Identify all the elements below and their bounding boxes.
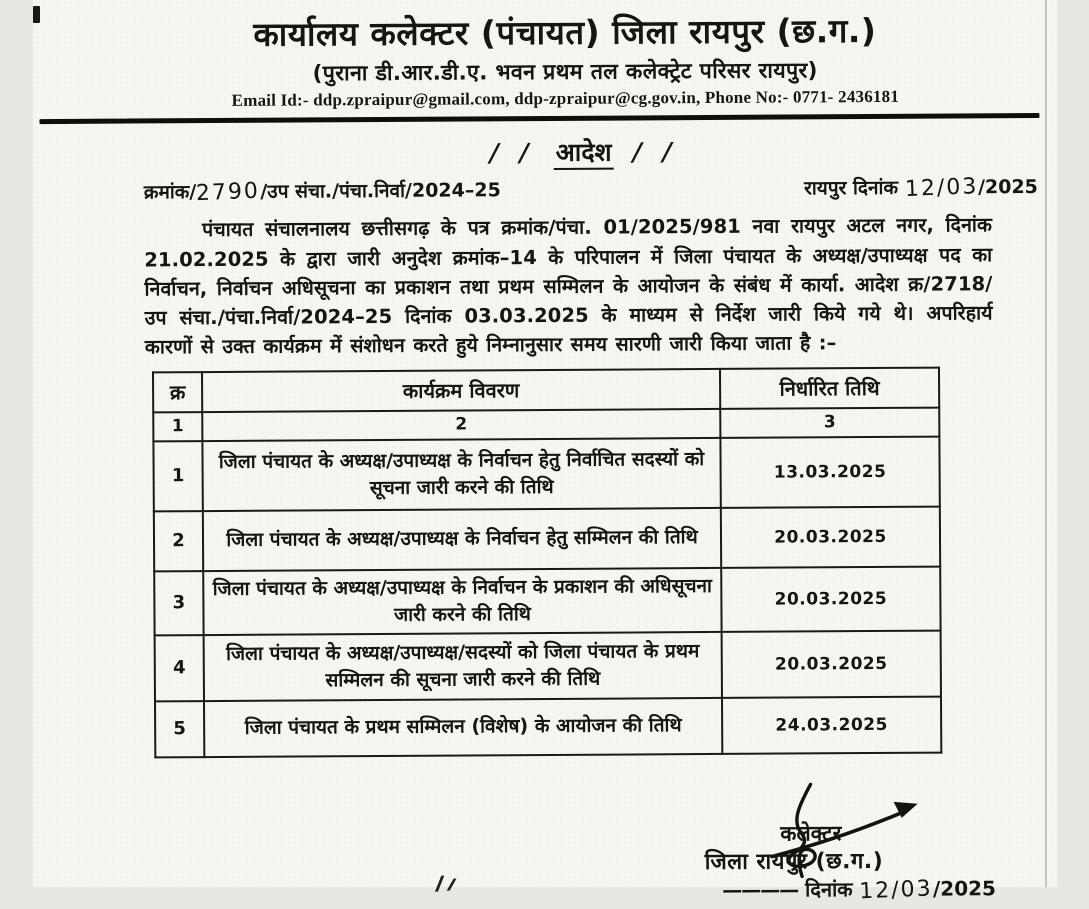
row-serial: 4 <box>154 635 203 701</box>
letterhead <box>52 0 1077 112</box>
header-date: निर्धारित तिथि <box>719 367 938 408</box>
row-date: 20.03.2025 <box>721 566 940 631</box>
table-header-row <box>152 367 938 412</box>
table-row <box>153 436 939 511</box>
row-description: जिला पंचायत के अध्यक्ष/उपाध्यक्ष के निर्वाचन के प्रकाशन की अधिसूचना जारी करने की तिथि <box>203 568 721 635</box>
order-date <box>803 173 1038 203</box>
column-number: 2 <box>202 409 720 441</box>
office-contact: Email Id:- ddp.zpraipur@gmail.com, ddp-zpraipur@cg.gov.in, Phone No:- 0771- 2436181 <box>231 87 899 111</box>
header-divider <box>39 113 1039 124</box>
scanned-order-document <box>33 0 1057 905</box>
signatory-office: जिला रायपुर (छ.ग.) <box>704 848 883 876</box>
row-serial: 2 <box>153 511 202 571</box>
row-date: 13.03.2025 <box>720 436 939 507</box>
office-address: (पुराना डी.आर.डी.ए. भवन प्रथम तल कलेक्ट्रेट परिसर रायपुर) <box>312 58 818 87</box>
order-slash-right: / / <box>628 137 680 167</box>
order-date-handwritten: 12/03 <box>903 174 979 203</box>
table-row <box>153 506 939 571</box>
cutoff-date-label: दिनांक <box>797 877 860 902</box>
table-row <box>154 630 940 701</box>
document-content <box>30 0 1059 905</box>
row-description: जिला पंचायत के अध्यक्ष/उपाध्यक्ष/सदस्यों को जिला पंचायत के प्रथम सम्मिलन की सूचना जारी करने की तिथि <box>203 632 721 701</box>
row-description: जिला पंचायत के अध्यक्ष/उपाध्यक्ष के निर्वाचन हेतु निर्वाचित सदस्यों को सूचना जारी करने की तिथि <box>202 438 720 511</box>
header-serial: क्र <box>152 372 201 412</box>
order-date-prefix: रायपुर दिनांक <box>803 177 905 200</box>
column-number: 3 <box>720 407 939 437</box>
row-date: 20.03.2025 <box>721 630 940 697</box>
schedule-table <box>151 366 941 758</box>
signatory-designation: कलेक्टर <box>779 821 841 846</box>
order-heading <box>71 132 1089 172</box>
row-serial: 5 <box>154 701 203 757</box>
order-number-prefix: क्रमांक/ <box>143 181 196 204</box>
row-description: जिला पंचायत के प्रथम सम्मिलन (विशेष) के आयोजन की तिथि <box>203 698 721 757</box>
order-word: आदेश <box>553 138 613 170</box>
cutoff-stroke-mark <box>446 879 455 891</box>
cutoff-stroke-mark <box>434 876 443 892</box>
cutoff-date-handwritten: 12/03 <box>858 876 933 905</box>
order-slash-left: / / <box>486 138 538 168</box>
order-number-handwritten: 2790 <box>195 178 261 207</box>
office-title: कार्यालय कलेक्टर (पंचायत) जिला रायपुर (छ.ग.) <box>252 10 877 54</box>
cutoff-dashes: ———— <box>721 877 798 902</box>
order-date-suffix: /2025 <box>977 176 1038 199</box>
cutoff-bottom-date-line <box>722 874 996 903</box>
table-row <box>154 696 940 757</box>
column-number: 1 <box>153 412 202 441</box>
row-description: जिला पंचायत के अध्यक्ष/उपाध्यक्ष के निर्वाचन हेतु सम्मिलन की तिथि <box>202 508 720 571</box>
order-number <box>143 177 500 205</box>
table-row <box>154 566 940 635</box>
row-serial: 3 <box>154 571 203 635</box>
row-date: 20.03.2025 <box>720 506 939 567</box>
row-date: 24.03.2025 <box>721 696 940 753</box>
reference-line <box>143 173 1038 207</box>
header-description: कार्यक्रम विवरण <box>201 369 719 412</box>
cutoff-year: /2025 <box>932 876 996 901</box>
row-serial: 1 <box>153 441 202 511</box>
order-number-suffix: /उप संचा./पंचा.निर्वा/2024–25 <box>259 179 501 203</box>
order-body-paragraph: पंचायत संचालनालय छत्तीसगढ़ के पत्र क्रमांक/पंचा. 01/2025/981 नवा रायपुर अटल नगर, दिनांक 21.02.2025 के द्वारा जारी अनुदेश क्रमांक–14 के परिपालन में जिला पंचायत के अध्यक्ष/उपाध्यक्ष पद का निर्वाचन, निर्वाचन अधिसूचना का प्रकाशन तथा प्रथम सम्मिलन के आयोजन के संबंध में कार्या. आदेश क्र/2718/उप संचा./पंचा.निर्वा/2024–25 दिनांक 03.03.2025 के माध्यम से निर्देश जारी किये गये थे। अपरिहार्य कारणों से उक्त कार्यक्रम में संशोधन करते हुये निम्नानुसार समय सारणी जारी किया जाता है :– <box>143 213 993 359</box>
